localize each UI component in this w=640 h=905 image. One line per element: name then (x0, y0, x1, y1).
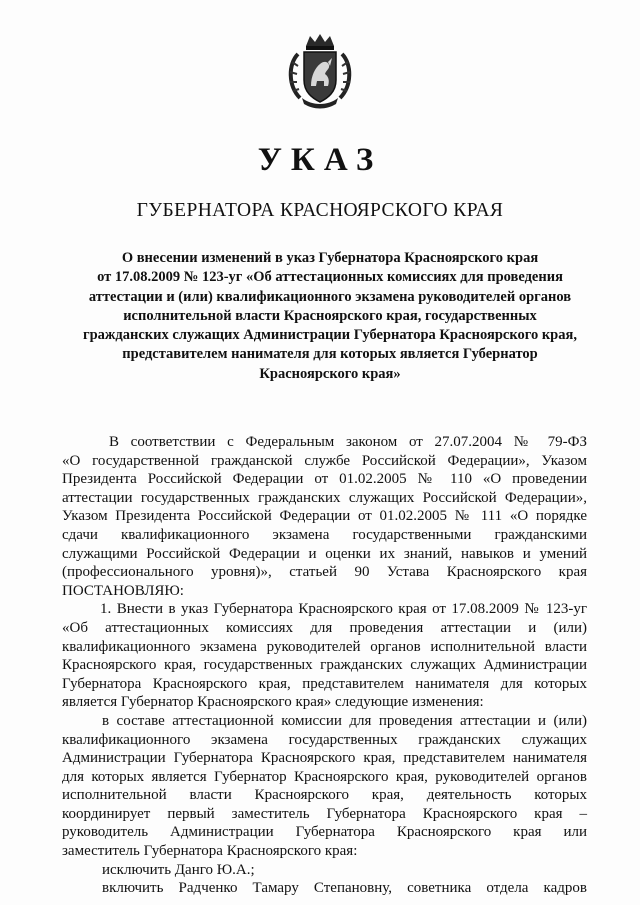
body-line: аттестации государственных гражданских служащих Российской Федерации», (62, 489, 587, 506)
body-line: в составе аттестационной комиссии для проведения аттестации и (или) (102, 712, 587, 729)
body-line: исключить Данго Ю.А.; (102, 861, 255, 878)
body-line: квалификационного экзамена государственных гражданских служащих (62, 731, 587, 748)
body-line: 1. Внести в указ Губернатора Красноярского края от 17.08.2009 № 123-уг (100, 601, 587, 618)
body-line: Указом Президента Российской Федерации от 01.02.2005 № 111 «О порядке (62, 508, 587, 525)
body-line: служащими Российской Федерации и оценки их знаний, навыков и умений (62, 545, 587, 562)
heading-line: аттестации и (или) квалификационного экзамена руководителей органов (88, 288, 572, 305)
heading-line: представителем нанимателя для которых является Губернатор (122, 346, 538, 363)
body-line: Красноярского края, государственных гражданских служащих Администрации (62, 657, 587, 674)
body-line: заместитель Губернатора Красноярского края: (62, 843, 358, 860)
body-line: В соответствии с Федеральным законом от 27.07.2004 № 79-ФЗ (109, 434, 587, 450)
coat-of-arms-icon (284, 32, 356, 110)
heading-line: исполнительной власти Красноярского края, государственных (123, 307, 537, 324)
body-line: координирует первый заместитель Губернатора Красноярского края – (62, 805, 587, 822)
document-title: УКАЗ (257, 142, 383, 178)
decree-body (62, 433, 587, 898)
body-line: для которых является Губернатор Красноярского края, руководителей органов (62, 768, 587, 785)
document-subtitle: ГУБЕРНАТОРА КРАСНОЯРСКОГО КРАЯ (136, 200, 504, 221)
body-line: ПОСТАНОВЛЯЮ: (62, 582, 184, 599)
body-line: сдачи квалификационного экзамена государственными гражданскими (62, 526, 587, 543)
body-line: «О государственной гражданской службе Российской Федерации», Указом (62, 452, 587, 469)
body-line: Администрации Губернатора Красноярского края, представителем нанимателя (62, 750, 587, 767)
body-line: (профессионального уровня)», статьей 90 Устава Красноярского края (62, 564, 587, 581)
heading-line: Красноярского края» (259, 365, 401, 382)
body-line: Губернатора Красноярского края, представителем нанимателя для которых (62, 675, 587, 692)
heading-line: гражданских служащих Администрации Губернатора Красноярского края, (83, 327, 577, 344)
body-line: Президента Российской Федерации от 01.02.2005 № 110 «О проведении (62, 471, 587, 488)
body-line: квалификационного экзамена руководителей органов исполнительной власти (62, 638, 587, 655)
body-line: руководитель Администрации Губернатора Красноярского края или (62, 824, 587, 841)
decree-heading (70, 249, 590, 384)
heading-line: О внесении изменений в указ Губернатора Красноярского края (121, 250, 539, 266)
heading-line: от 17.08.2009 № 123-уг «Об аттестационных комиссиях для проведения (97, 269, 563, 286)
body-line: включить Радченко Тамару Степановну, советника отдела кадров (102, 880, 587, 897)
body-line: является Губернатор Красноярского края» следующие изменения: (62, 694, 484, 711)
body-line: исполнительной власти Красноярского края, деятельность которых (62, 787, 587, 804)
body-line: «Об аттестационных комиссиях для проведения аттестации и (или) (62, 619, 587, 636)
